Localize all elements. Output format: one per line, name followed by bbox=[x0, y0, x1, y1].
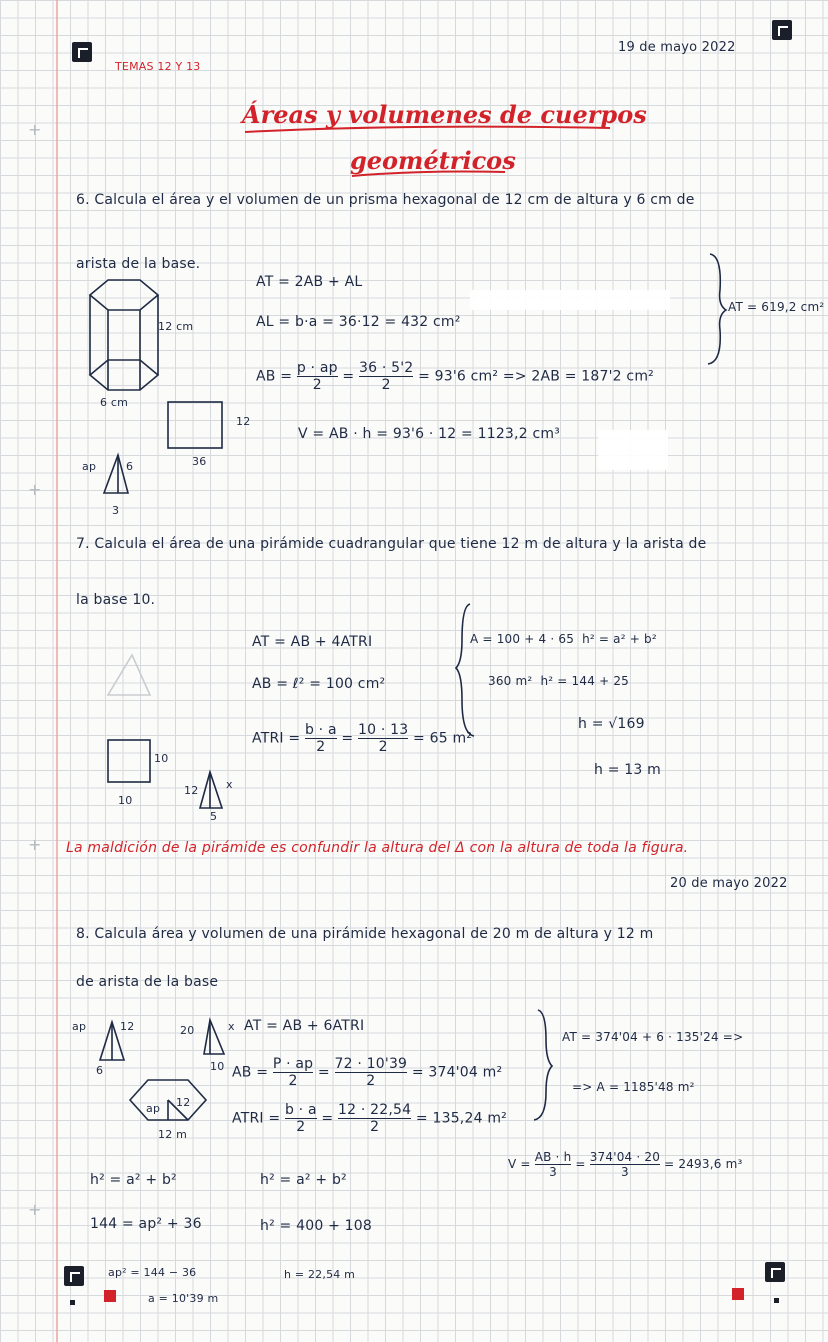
fraction bbox=[285, 1102, 317, 1135]
ex8-pyth-3: ap² = 144 − 36 bbox=[108, 1266, 197, 1279]
prism-bottom-hexagon bbox=[90, 360, 158, 390]
page-title-line2: geométricos bbox=[350, 146, 516, 175]
ex6-edge-label: 6 cm bbox=[100, 396, 129, 409]
ex8-formula-base: AB = $\frac{P \cdot ap}{2}$ = $\frac{72 \cdot 10'39}{2}$ = 374'04 m² bbox=[232, 1056, 503, 1089]
ex7-statement-line2: la base 10. bbox=[76, 592, 156, 608]
ex8-height-3: h = 22,54 m bbox=[284, 1268, 356, 1281]
ex8-hex-ap: ap bbox=[146, 1102, 161, 1115]
ex6-statement-line2: arista de la base. bbox=[76, 256, 201, 272]
fraction bbox=[338, 1102, 411, 1135]
ex7-tri-lhs: ATRI = bbox=[252, 730, 305, 747]
ex8-pyth-1: h² = a² + b² bbox=[90, 1172, 177, 1188]
ex6-base-result: = 93'6 cm² => 2AB = 187'2 cm² bbox=[418, 368, 654, 385]
fraction bbox=[590, 1150, 660, 1179]
ex8-tri2-base: 10 bbox=[210, 1060, 225, 1073]
fraction-denominator: 3 bbox=[549, 1165, 557, 1179]
ex8-tri2-x: x bbox=[228, 1020, 235, 1033]
ex6-tri-side: 6 bbox=[126, 460, 134, 473]
pyramid-triangle bbox=[200, 772, 222, 808]
ex7-result-sum bbox=[470, 632, 657, 646]
ex6-tri-base: 3 bbox=[112, 504, 120, 517]
red-square-icon bbox=[732, 1288, 744, 1300]
red-square-icon bbox=[104, 1290, 116, 1302]
ex8-total-line2: => A = 1185'48 m² bbox=[572, 1080, 695, 1094]
fraction-denominator: 2 bbox=[296, 1119, 306, 1135]
pyramid-sketch bbox=[108, 655, 150, 695]
ex7-tri-height: 12 bbox=[184, 784, 199, 797]
hole-mark: + bbox=[28, 835, 42, 854]
height-triangle bbox=[204, 1020, 224, 1054]
ex7-total: 360 m² bbox=[488, 674, 533, 688]
ex8-volume: V = $\frac{AB \cdot h}{3}$ = $\frac{374'04 \cdot 20}{3}$ = 2493,6 m³ bbox=[508, 1150, 743, 1179]
fraction bbox=[335, 1056, 408, 1089]
fraction-denominator: 2 bbox=[316, 739, 326, 755]
fraction-numerator: 374'04 · 20 bbox=[589, 1150, 661, 1164]
ex8-hex-base: 12 m bbox=[158, 1128, 188, 1141]
ex6-tri-ap: ap bbox=[82, 460, 97, 473]
ex7-pythagoras-values: h² = 144 + 25 bbox=[540, 674, 630, 688]
redaction-patch bbox=[470, 290, 670, 310]
fraction bbox=[359, 360, 413, 393]
fraction-numerator: 36 · 5'2 bbox=[358, 360, 414, 376]
equals-sign: = bbox=[342, 368, 359, 385]
ex8-tri-result: = 135,24 m² bbox=[415, 1110, 507, 1127]
ex8-tri1-ap: ap bbox=[72, 1020, 87, 1033]
ex7-formula-base: AB = ℓ² = 100 cm² bbox=[252, 676, 386, 692]
ex8-height-1: h² = a² + b² bbox=[260, 1172, 347, 1188]
ex8-base-result: = 374'04 m² bbox=[411, 1064, 503, 1081]
corner-marker-icon bbox=[772, 20, 792, 40]
ex7-tri-x: x bbox=[226, 778, 233, 791]
hole-mark: + bbox=[28, 1200, 42, 1219]
fraction-numerator: b · a bbox=[284, 1102, 317, 1118]
prism-top-hexagon bbox=[90, 280, 158, 310]
ex8-formula-triangle: ATRI = $\frac{b \cdot a}{2}$ = $\frac{12 \cdot 22,54}{2}$ = 135,24 m² bbox=[232, 1102, 507, 1135]
ex7-formula-triangle: ATRI = $\frac{b \cdot a}{2}$ = $\frac{10 \cdot 13}{2}$ = 65 m² bbox=[252, 722, 473, 755]
fraction-numerator: AB · h bbox=[534, 1150, 572, 1164]
fraction-numerator: 12 · 22,54 bbox=[338, 1102, 412, 1118]
ex7-tri-result: = 65 m² bbox=[413, 730, 473, 747]
page-title: Áreas y volumenes de cuerpos bbox=[242, 100, 647, 129]
black-mark-icon bbox=[70, 1300, 75, 1305]
fraction bbox=[535, 1150, 572, 1179]
ex7-tri-base: 5 bbox=[210, 810, 218, 823]
ex8-pyth-2: 144 = ap² + 36 bbox=[90, 1216, 202, 1232]
base-square bbox=[108, 740, 150, 782]
fraction-denominator: 2 bbox=[312, 377, 322, 393]
ex6-height-label: 12 cm bbox=[158, 320, 194, 333]
fraction-denominator: 2 bbox=[378, 739, 388, 755]
corner-marker-icon bbox=[64, 1266, 84, 1286]
fraction-numerator: P · ap bbox=[272, 1056, 314, 1072]
ex8-formula-total: AT = AB + 6ATRI bbox=[244, 1018, 365, 1034]
ex8-hex-side: 12 bbox=[176, 1096, 191, 1109]
topic-label: TEMAS 12 Y 13 bbox=[115, 60, 201, 73]
redaction-patch bbox=[598, 430, 668, 470]
lateral-rectangle bbox=[168, 402, 222, 448]
apothem-triangle bbox=[104, 455, 128, 493]
corner-marker-icon bbox=[72, 42, 92, 62]
fraction-denominator: 2 bbox=[381, 377, 391, 393]
fraction-numerator: p · ap bbox=[296, 360, 338, 376]
margin-line bbox=[56, 0, 58, 1342]
ex6-formula-base bbox=[256, 360, 654, 393]
corner-marker-icon bbox=[765, 1262, 785, 1282]
ex8-vol-lhs: V = bbox=[508, 1157, 535, 1171]
ex6-rect-height: 12 bbox=[236, 415, 251, 428]
base-hexagon bbox=[130, 1080, 206, 1120]
ex7-sum: A = 100 + 4 · 65 bbox=[470, 632, 575, 646]
ex6-formula-lateral: AL = b·a = 36·12 = 432 cm² bbox=[256, 314, 461, 330]
ex8-statement-line2: de arista de la base bbox=[76, 974, 219, 990]
ex7-square-base: 10 bbox=[118, 794, 133, 807]
ex8-tri1-top: 12 bbox=[120, 1020, 135, 1033]
ex6-formula-total: AT = 2AB + AL bbox=[256, 274, 363, 290]
fraction-denominator: 2 bbox=[288, 1073, 298, 1089]
ex7-note: La maldición de la pirámide es confundir la altura del Δ con la altura de toda la figura. bbox=[66, 840, 689, 856]
ex7-statement: 7. Calcula el área de una pirámide cuadrangular que tiene 12 m de altura y la arista de bbox=[76, 536, 707, 552]
fraction-numerator: 72 · 10'39 bbox=[334, 1056, 408, 1072]
fraction bbox=[305, 722, 337, 755]
black-mark-icon bbox=[774, 1298, 779, 1303]
fraction-denominator: 2 bbox=[370, 1119, 380, 1135]
ex6-result: AT = 619,2 cm² bbox=[728, 300, 825, 314]
ex7-square-side: 10 bbox=[154, 752, 169, 765]
ex7-sqrt: h = √169 bbox=[578, 716, 645, 732]
ex6-base-lhs: AB = bbox=[256, 368, 297, 385]
ex8-tri1-base: 6 bbox=[96, 1064, 104, 1077]
ex7-formula-total: AT = AB + 4ATRI bbox=[252, 634, 373, 650]
ex8-vol-result: = 2493,6 m³ bbox=[664, 1157, 743, 1171]
fraction bbox=[273, 1056, 313, 1089]
date-label: 19 de mayo 2022 bbox=[618, 40, 736, 55]
date-label-2: 20 de mayo 2022 bbox=[670, 876, 788, 891]
ex8-tri-lhs: ATRI = bbox=[232, 1110, 285, 1127]
ex8-tri2-h: 20 bbox=[180, 1024, 195, 1037]
ex8-statement: 8. Calcula área y volumen de una pirámide hexagonal de 20 m de altura y 12 m bbox=[76, 926, 654, 942]
ex7-result-total bbox=[488, 674, 629, 688]
ex8-height-2: h² = 400 + 108 bbox=[260, 1218, 372, 1234]
ex8-pyth-4: a = 10'39 m bbox=[148, 1292, 219, 1305]
fraction-numerator: 10 · 13 bbox=[358, 722, 409, 738]
ex7-pythagoras: h² = a² + b² bbox=[582, 632, 657, 646]
ex6-rect-width: 36 bbox=[192, 455, 207, 468]
hole-mark: + bbox=[28, 480, 42, 499]
ex7-height-result: h = 13 m bbox=[594, 762, 662, 778]
ex8-base-lhs: AB = bbox=[232, 1064, 273, 1081]
ex8-total-line1: AT = 374'04 + 6 · 135'24 => bbox=[562, 1030, 744, 1044]
ex6-statement: 6. Calcula el área y el volumen de un prisma hexagonal de 12 cm de altura y 6 cm de bbox=[76, 192, 695, 208]
fraction bbox=[297, 360, 338, 393]
fraction-denominator: 3 bbox=[620, 1165, 629, 1179]
fraction bbox=[358, 722, 408, 755]
hole-mark: + bbox=[28, 120, 42, 139]
fraction-numerator: b · a bbox=[304, 722, 337, 738]
ex6-formula-volume: V = AB · h = 93'6 · 12 = 1123,2 cm³ bbox=[298, 426, 560, 442]
fraction-denominator: 2 bbox=[366, 1073, 376, 1089]
